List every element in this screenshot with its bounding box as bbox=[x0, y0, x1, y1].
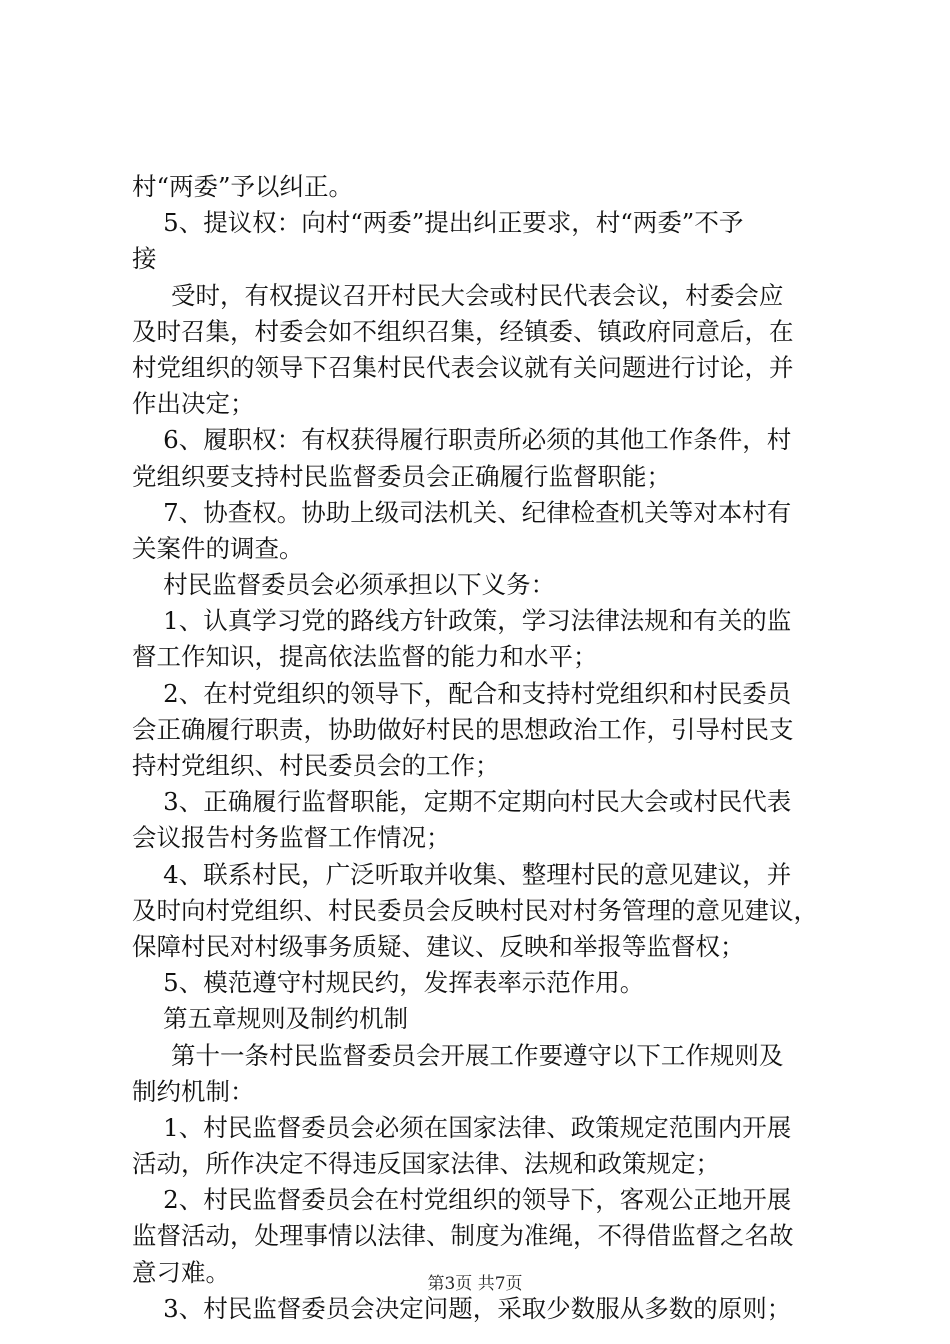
text-line: 1、村民监督委员会必须在国家法律、政策规定范围内开展 bbox=[132, 1112, 792, 1142]
text-line: 5、提议权：向村“两委”提出纠正要求，村“两委”不予 bbox=[132, 208, 744, 238]
text-line: 及时召集，村委会如不组织召集，经镇委、镇政府同意后，在 bbox=[132, 316, 794, 346]
text-line: 持村党组织、村民委员会的工作； bbox=[132, 751, 500, 780]
text-line: 关案件的调查。 bbox=[132, 533, 304, 563]
text-line: 6、履职权：有权获得履行职责所必须的其他工作条件，村 bbox=[132, 425, 792, 455]
text-line: 5、模范遵守村规民约，发挥表率示范作用。 bbox=[132, 968, 645, 998]
page-number-footer: 第3页 共7页 bbox=[427, 1274, 523, 1294]
text-line: 接 bbox=[132, 244, 157, 274]
text-line: 及时向村党组织、村民委员会反映村民对村务管理的意见建议， bbox=[132, 895, 818, 925]
text-line: 监督活动，处理事情以法律、制度为准绳，不得借监督之名故 bbox=[132, 1221, 794, 1251]
text-line: 2、在村党组织的领导下，配合和支持村党组织和村民委员 bbox=[132, 678, 792, 708]
text-line: 第十一条村民监督委员会开展工作要遵守以下工作规则及 bbox=[132, 1040, 784, 1070]
text-line: 保障村民对村级事务质疑、建议、反映和举报等监督权； bbox=[132, 931, 745, 961]
text-line: 村党组织的领导下召集村民代表会议就有关问题进行讨论，并 bbox=[132, 352, 794, 382]
text-line: 3、正确履行监督职能，定期不定期向村民大会或村民代表 bbox=[132, 787, 792, 817]
chapter-heading: 第五章规则及制约机制 bbox=[132, 1004, 409, 1034]
text-line: 活动，所作决定不得违反国家法律、法规和政策规定； bbox=[132, 1149, 720, 1179]
text-line: 村“两委”予以纠正。 bbox=[132, 172, 354, 201]
text-line: 作出决定； bbox=[132, 389, 255, 419]
text-line: 4、联系村民，广泛听取并收集、整理村民的意见建议，并 bbox=[132, 859, 792, 889]
text-line: 受时，有权提议召开村民大会或村民代表会议，村委会应 bbox=[132, 280, 784, 310]
text-line: 7、协查权。协助上级司法机关、纪律检查机关等对本村有 bbox=[132, 497, 792, 527]
document-body bbox=[132, 169, 832, 1327]
text-line: 会正确履行职责，协助做好村民的思想政治工作，引导村民支 bbox=[132, 714, 794, 744]
text-line: 村民监督委员会必须承担以下义务： bbox=[132, 570, 556, 600]
text-line: 会议报告村务监督工作情况； bbox=[132, 823, 451, 853]
text-line: 制约机制： bbox=[132, 1076, 255, 1106]
text-line: 督工作知识，提高依法监督的能力和水平； bbox=[132, 642, 598, 672]
text-line: 1、认真学习党的路线方针政策，学习法律法规和有关的监 bbox=[132, 606, 792, 636]
text-line: 意刁难。 bbox=[132, 1257, 230, 1287]
text-line: 党组织要支持村民监督委员会正确履行监督职能； bbox=[132, 461, 671, 491]
text-line: 2、村民监督委员会在村党组织的领导下，客观公正地开展 bbox=[132, 1185, 792, 1215]
text-line: 3、村民监督委员会决定问题，采取少数服从多数的原则； bbox=[132, 1293, 792, 1323]
